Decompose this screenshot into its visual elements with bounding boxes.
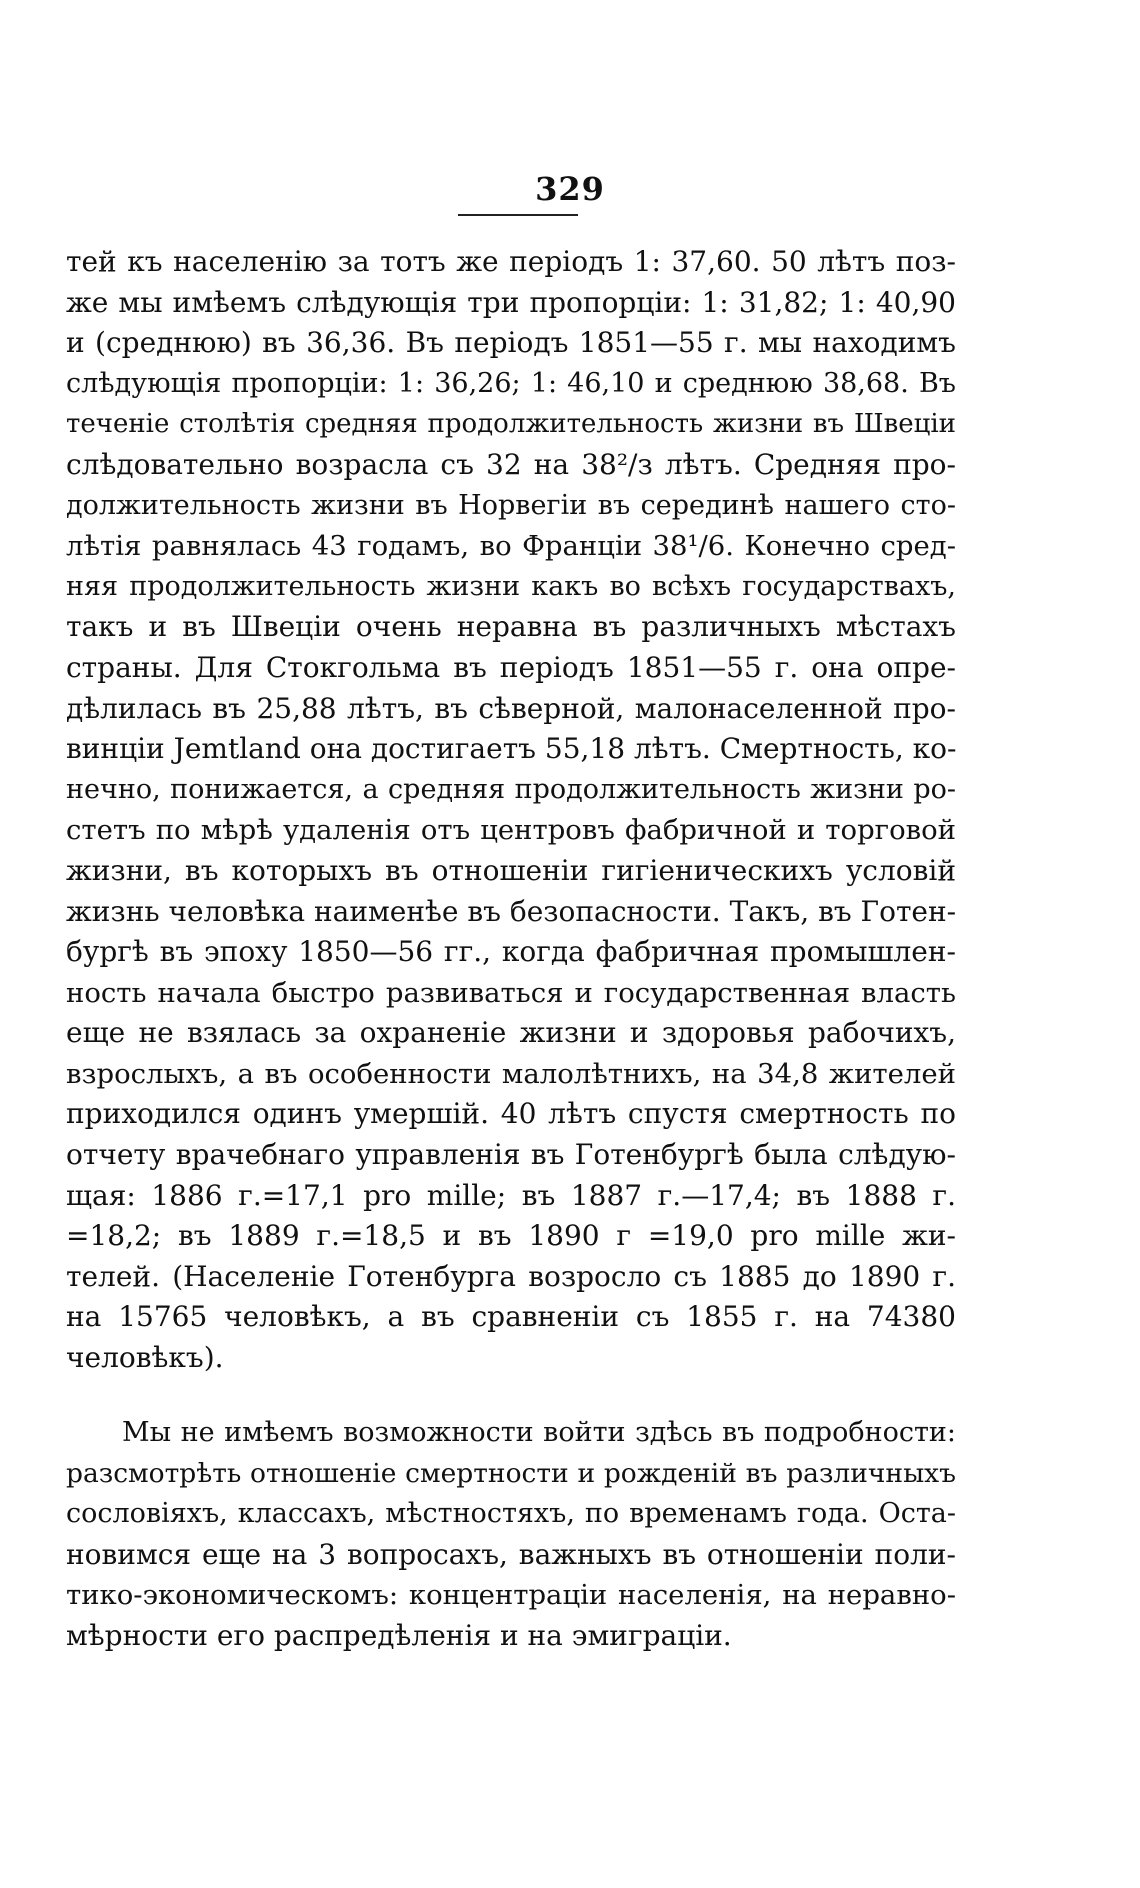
- text-line: взрослыхъ, а въ особенности малолѣтнихъ, на 34,8 жителей: [66, 1057, 956, 1090]
- text-line: же мы имѣемъ слѣдующія три пропорціи: 1: 31,82; 1: 40,90: [66, 285, 956, 319]
- text-line: дѣлилась въ 25,88 лѣтъ, въ сѣверной, малонаселенной про-: [66, 691, 956, 725]
- text-line: человѣкъ).: [66, 1341, 224, 1375]
- text-line: тей къ населенію за тотъ же періодъ 1: 37,60. 50 лѣтъ поз-: [66, 245, 956, 278]
- text-line: новимся еще на 3 вопросахъ, важныхъ въ отношеніи поли-: [66, 1537, 956, 1571]
- text-line: щая: 1886 г.=17,1 pro mille; въ 1887 г.—17,4; въ 1888 г.: [66, 1178, 956, 1212]
- paragraph-summary: [66, 1413, 956, 1657]
- paragraph-mortality: [66, 242, 956, 1379]
- text-line: еще не взялась за охраненіе жизни и здоровья рабочихъ,: [66, 1016, 956, 1050]
- text-line: ность начала быстро развиваться и государственная власть: [66, 976, 956, 1009]
- text-line: мѣрности его распредѣленія и на эмиграціи.: [66, 1618, 732, 1652]
- text-line: стетъ по мѣрѣ удаленія отъ центровъ фабричной и торговой: [66, 814, 956, 847]
- text-line: слѣдовательно возрасла съ 32 на 38²/з лѣтъ. Средняя про-: [66, 447, 956, 481]
- text-line: должительность жизни въ Норвегіи въ серединѣ нашего сто-: [66, 489, 956, 521]
- text-line: винціи Jemtland она достигаетъ 55,18 лѣтъ. Смертность, ко-: [66, 732, 957, 766]
- text-line: жизнь человѣка наименѣе въ безопасности. Такъ, въ Готен-: [66, 894, 957, 928]
- text-line: приходился одинъ умершій. 40 лѣтъ спустя смертность по: [66, 1097, 956, 1131]
- text-line: отчету врачебнаго управленія въ Готенбургѣ была слѣдую-: [66, 1138, 956, 1172]
- text-line: тико-экономическомъ: концентраціи населенія, на неравно-: [66, 1579, 956, 1612]
- text-line: разсмотрѣть отношеніе смертности и рожденій въ различныхъ: [66, 1457, 956, 1489]
- text-line: телей. (Населеніе Готенбурга возросло съ 1885 до 1890 г.: [66, 1259, 956, 1293]
- text-line: бургѣ въ эпоху 1850—56 гг., когда фабричная промышлен-: [66, 935, 956, 969]
- text-line: жизни, въ которыхъ въ отношеніи гигіеническихъ условій: [66, 853, 956, 887]
- text-line: такъ и въ Швеціи очень неравна въ различныхъ мѣстахъ: [66, 610, 956, 644]
- text-line: =18,2; въ 1889 г.=18,5 и въ 1890 г =19,0 pro mille жи-: [66, 1219, 956, 1253]
- text-line: страны. Для Стокгольма въ періодъ 1851—55 г. она опре-: [66, 650, 956, 684]
- text-line: на 15765 человѣкъ, а въ сравненіи съ 1855 г. на 74380: [66, 1300, 956, 1334]
- page-number: 329: [535, 170, 605, 208]
- text-line: нечно, понижается, а средняя продолжительность жизни ро-: [66, 773, 956, 805]
- text-line: няя продолжительность жизни какъ во всѣхъ государствахъ,: [66, 570, 956, 602]
- text-line: слѣдующія пропорціи: 1: 36,26; 1: 46,10 и среднюю 38,68. Въ: [66, 367, 956, 399]
- text-line: и (среднюю) въ 36,36. Въ періодъ 1851—55 г. мы находимъ: [66, 326, 956, 360]
- text-line: Мы не имѣемъ возможности войти здѣсь въ подробности:: [122, 1417, 956, 1448]
- page-number-rule: [458, 214, 578, 216]
- text-line: теченіе столѣтія средняя продолжительность жизни въ Швеціи: [66, 409, 956, 440]
- text-line: сословіяхъ, классахъ, мѣстностяхъ, по временамъ года. Оста-: [66, 1498, 956, 1530]
- text-line: лѣтія равнялась 43 годамъ, во Франціи 38¹/6. Конечно сред-: [66, 530, 956, 563]
